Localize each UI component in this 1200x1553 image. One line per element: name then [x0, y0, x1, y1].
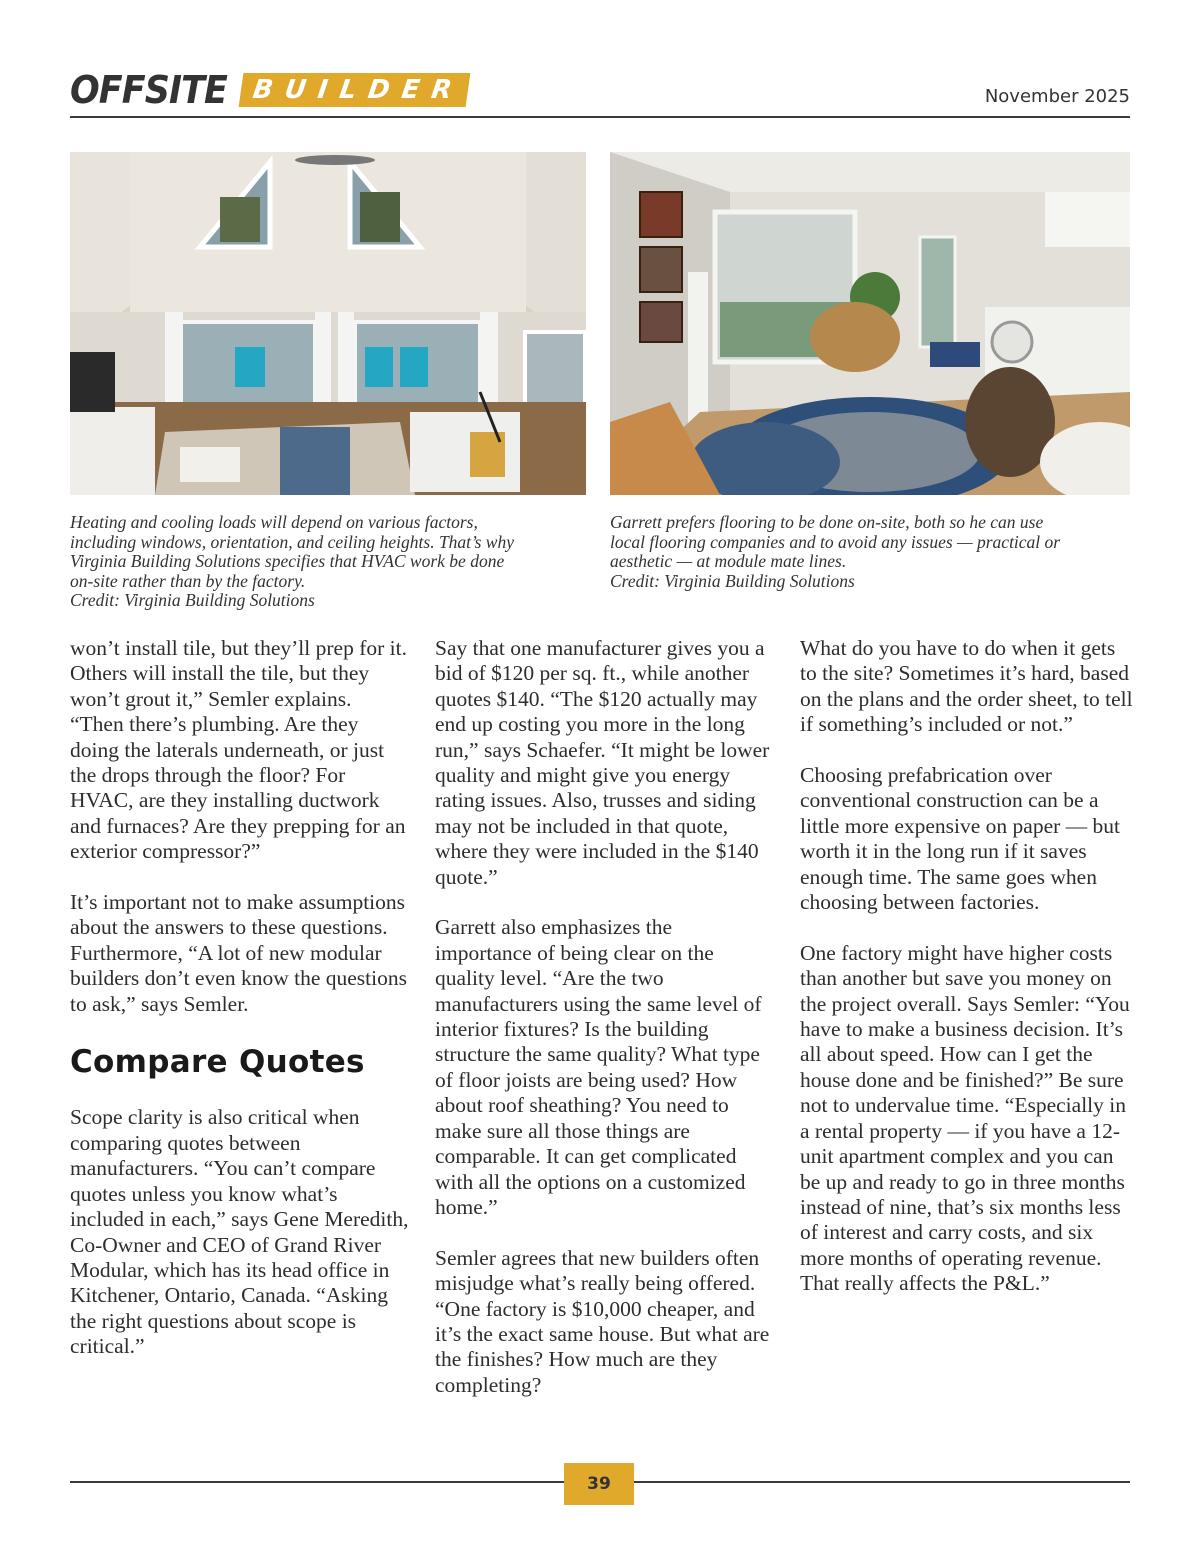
- photo-caption-1: [70, 513, 590, 611]
- paragraph: won’t install tile, but they’ll prep for it. Others will install the tile, but they won’t grout it,” Semler explains. “Then there’s plumbing. Are they doing the laterals underneath, or just the drops through the floor? For HVAC, are they installing ductwork and furnaces? Are they prepping for an exterior compressor?”: [70, 636, 407, 864]
- section-heading: Compare Quotes: [70, 1044, 365, 1081]
- paragraph: Choosing prefabrication over conventional construction can be a little more expensive on paper — but worth it in the long run if it saves enough time. The same goes when choosing between factories.: [800, 763, 1121, 915]
- caption-line: Garrett prefers flooring to be done on-site, both so he can use: [610, 512, 1044, 532]
- issue-date: November 2025: [984, 86, 1130, 107]
- paragraph: Semler agrees that new builders often misjudge what’s really being offered. “One factory is $10,000 cheaper, and it’s the exact same house. But what are the finishes? How much are they completing?: [435, 1245, 770, 1397]
- footer-rule-right: [634, 1481, 1130, 1483]
- footer-rule-left: [70, 1481, 564, 1483]
- caption-line: local flooring companies and to avoid any issues — practical or: [610, 531, 1061, 552]
- logo-builder-text: BUILDER: [238, 73, 469, 107]
- caption-line: including windows, orientation, and ceiling heights. That’s why: [70, 531, 514, 552]
- paragraph: Say that one manufacturer gives you a bid of $120 per sq. ft., while another quotes $140. “The $120 actually may end up costing you more in the long run,” says Schaefer. “It might be lower quality and might give you energy rating issues. Also, trusses and siding may not be included in that quote, where they were included in the $140 quote.”: [435, 636, 770, 889]
- living-room-photo: [70, 152, 586, 495]
- caption-line: on-site rather than by the factory.: [70, 570, 306, 591]
- offsite-builder-logo: [70, 70, 467, 110]
- paragraph: What do you have to do when it gets to the site? Sometimes it’s hard, based on the plans and the order sheet, to tell if something’s included or not.”: [800, 636, 1133, 737]
- article-column-3: [800, 636, 1135, 1322]
- photo-credit: Credit: Virginia Building Solutions: [610, 570, 855, 591]
- page-header: [70, 66, 1130, 118]
- page-number: 39: [564, 1463, 634, 1505]
- paragraph: One factory might have higher costs than another but save you money on the project overall. Says Semler: “You have to make a business decision. It’s all about speed. How can I get the house done and be finished?” Be sure not to undervalue time. “Especially in a rental property — if you have a 12-unit apartment complex and you can be up and ready to go in three months instead of nine, that’s six months less of interest and carry costs, and six more months of operating revenue. That really affects the P&L.”: [800, 940, 1130, 1296]
- article-column-1: [70, 636, 410, 1385]
- photo-caption-2: [610, 513, 1130, 591]
- paragraph: Scope clarity is also critical when comparing quotes between manufacturers. “You can’t compare quotes unless you know what’s included in each,” says Gene Meredith, Co-Owner and CEO of Grand River Modular, which has its head office in Kitchener, Ontario, Canada. “Asking the right questions about scope is critical.”: [70, 1105, 409, 1359]
- article-column-2: [435, 636, 770, 1424]
- caption-line: Virginia Building Solutions specifies that HVAC work be done: [70, 551, 505, 571]
- flooring-room-photo: [610, 152, 1130, 495]
- logo-offsite-text: OFFSITE: [70, 68, 227, 112]
- caption-line: Heating and cooling loads will depend on various factors,: [70, 512, 478, 532]
- paragraph: It’s important not to make assumptions about the answers to these questions. Furthermore, “A lot of new modular builders don’t even know the questions to ask,” says Semler.: [70, 890, 407, 1016]
- paragraph: Garrett also emphasizes the importance of being clear on the quality level. “Are the two manufacturers using the same level of interior fixtures? Is the building structure the same quality? What type of floor joists are being used? How about roof sheathing? You need to make sure all those things are comparable. It can get complicated with all the options on a customized home.”: [435, 915, 762, 1219]
- photo-credit: Credit: Virginia Building Solutions: [70, 590, 315, 610]
- caption-line: aesthetic — at module mate lines.: [610, 551, 847, 571]
